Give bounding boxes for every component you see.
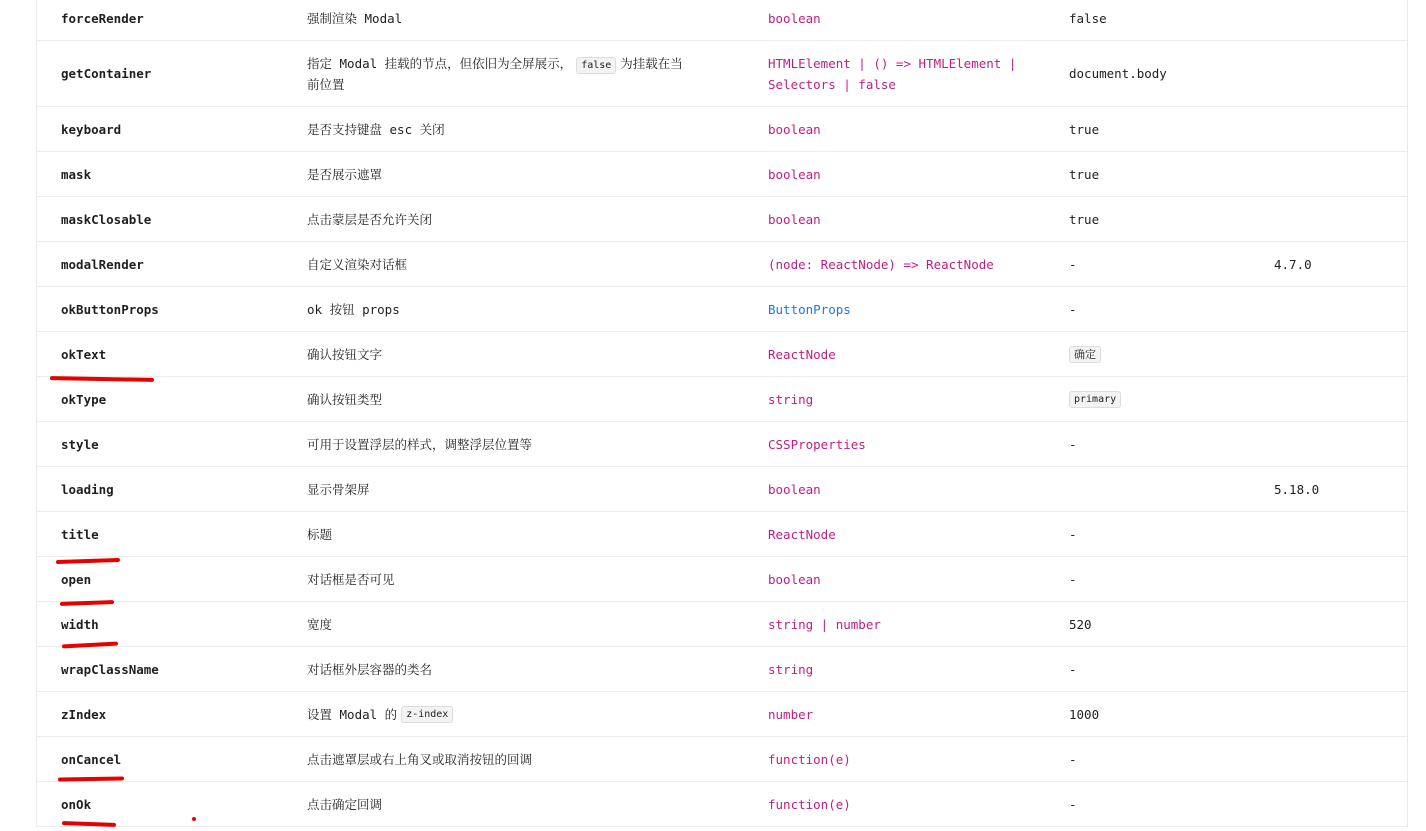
prop-type: boolean <box>768 10 821 26</box>
prop-name: zIndex <box>61 706 107 722</box>
prop-type: number <box>768 706 814 722</box>
prop-name: okButtonProps <box>61 301 159 317</box>
prop-default: true <box>1069 166 1100 182</box>
prop-name: loading <box>61 481 114 497</box>
table-row <box>37 692 1407 737</box>
prop-name: open <box>61 571 92 587</box>
prop-type: function(e) <box>768 751 851 767</box>
prop-description: 强制渲染 Modal <box>307 10 403 26</box>
prop-description: 点击确定回调 <box>307 796 383 812</box>
prop-description: 点击遮罩层或右上角叉或取消按钮的回调 <box>307 751 533 767</box>
prop-description-text: 指定 Modal 挂载的节点，但依旧为全屏展示， <box>307 55 573 71</box>
prop-name: onCancel <box>61 751 122 767</box>
prop-default: 1000 <box>1069 706 1100 722</box>
prop-default: false <box>1069 10 1107 26</box>
prop-default: - <box>1069 256 1077 272</box>
table-row <box>37 512 1407 557</box>
prop-description: 可用于设置浮层的样式，调整浮层位置等 <box>307 436 533 452</box>
inline-code: false <box>576 57 616 74</box>
prop-type: boolean <box>768 121 821 137</box>
prop-type <box>768 41 1028 106</box>
prop-default: - <box>1069 571 1077 587</box>
prop-default: 520 <box>1069 616 1092 632</box>
prop-type: boolean <box>768 211 821 227</box>
prop-default: - <box>1069 526 1077 542</box>
table-row <box>37 737 1407 782</box>
table-row <box>37 467 1407 512</box>
prop-name: width <box>61 616 99 632</box>
prop-description: 宽度 <box>307 616 333 632</box>
table-row <box>37 602 1407 647</box>
table-row <box>37 107 1407 152</box>
prop-description: 确认按钮文字 <box>307 346 383 362</box>
prop-name: maskClosable <box>61 211 152 227</box>
prop-description: 是否支持键盘 esc 关闭 <box>307 121 445 137</box>
prop-type-link[interactable]: ButtonProps <box>768 301 851 317</box>
prop-type-text: HTMLElement | () => HTMLElement | <box>768 55 1017 71</box>
annotation-dot <box>192 817 196 821</box>
prop-name: okType <box>61 391 107 407</box>
prop-description-text: 前位置 <box>307 76 345 92</box>
prop-name: mask <box>61 166 92 182</box>
inline-code: z-index <box>401 706 453 723</box>
prop-name: onOk <box>61 796 92 812</box>
prop-description: 点击蒙层是否允许关闭 <box>307 211 433 227</box>
prop-description-text: 设置 Modal 的 <box>307 706 398 722</box>
prop-name: forceRender <box>61 10 144 26</box>
prop-default: document.body <box>1069 66 1167 81</box>
prop-description: ok 按钮 props <box>307 301 400 317</box>
prop-type: ReactNode <box>768 526 836 542</box>
prop-default: - <box>1069 436 1077 452</box>
prop-type: (node: ReactNode) => ReactNode <box>768 256 994 272</box>
prop-description <box>307 692 727 736</box>
table-row <box>37 0 1407 41</box>
api-props-table <box>36 0 1408 827</box>
prop-description-text: 为挂载在当 <box>620 55 683 71</box>
prop-name: style <box>61 436 99 452</box>
prop-default: - <box>1069 661 1077 677</box>
prop-name: okText <box>61 346 107 362</box>
prop-description: 自定义渲染对话框 <box>307 256 408 272</box>
prop-type: boolean <box>768 571 821 587</box>
prop-default: - <box>1069 796 1077 812</box>
prop-type: CSSProperties <box>768 436 866 452</box>
table-row <box>37 377 1407 422</box>
table-row <box>37 422 1407 467</box>
table-row <box>37 332 1407 377</box>
prop-default <box>1069 467 1249 511</box>
prop-description: 对话框外层容器的类名 <box>307 661 433 677</box>
prop-type: string <box>768 661 814 677</box>
prop-description: 显示骨架屏 <box>307 481 370 497</box>
table-row <box>37 152 1407 197</box>
table-row <box>37 782 1407 827</box>
prop-default: - <box>1069 301 1077 317</box>
prop-name: keyboard <box>61 121 122 137</box>
prop-name: getContainer <box>61 66 152 81</box>
table-row <box>37 41 1407 107</box>
prop-type-text: Selectors | false <box>768 76 896 92</box>
prop-description: 是否展示遮罩 <box>307 166 383 182</box>
prop-name: wrapClassName <box>61 661 159 677</box>
prop-type: boolean <box>768 481 821 497</box>
prop-description: 对话框是否可见 <box>307 571 395 587</box>
table-row <box>37 242 1407 287</box>
prop-default: true <box>1069 211 1100 227</box>
prop-version: 4.7.0 <box>1274 256 1312 272</box>
prop-description <box>307 41 727 106</box>
prop-type: function(e) <box>768 796 851 812</box>
prop-default: true <box>1069 121 1100 137</box>
table-row <box>37 557 1407 602</box>
table-row <box>37 647 1407 692</box>
prop-type: ReactNode <box>768 346 836 362</box>
prop-default <box>1069 332 1249 376</box>
prop-description: 确认按钮类型 <box>307 391 383 407</box>
prop-version: 5.18.0 <box>1274 481 1320 497</box>
prop-type: string | number <box>768 616 881 632</box>
prop-name: title <box>61 526 99 542</box>
prop-default: - <box>1069 751 1077 767</box>
prop-default <box>1069 377 1249 421</box>
inline-code: 确定 <box>1069 346 1101 363</box>
inline-code: primary <box>1069 391 1121 408</box>
prop-name: modalRender <box>61 256 144 272</box>
prop-type: string <box>768 391 814 407</box>
prop-description: 标题 <box>307 526 333 542</box>
table-row <box>37 287 1407 332</box>
prop-type: boolean <box>768 166 821 182</box>
table-row <box>37 197 1407 242</box>
